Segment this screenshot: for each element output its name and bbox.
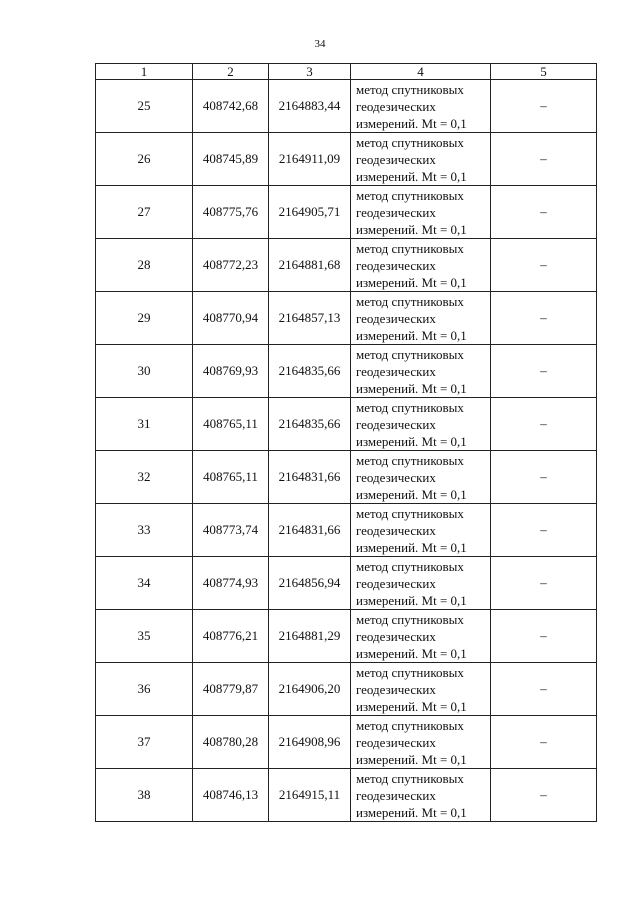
table-header bbox=[96, 64, 597, 80]
table-row bbox=[96, 663, 597, 716]
coordinate-x-cell: 408745,89 bbox=[193, 133, 269, 186]
coordinate-y-cell: 2164835,66 bbox=[269, 398, 351, 451]
coordinate-y-cell: 2164831,66 bbox=[269, 451, 351, 504]
method-text-line: геодезических bbox=[356, 734, 436, 750]
coordinate-x-cell: 408772,23 bbox=[193, 239, 269, 292]
point-number-cell: 30 bbox=[96, 345, 193, 398]
method-text-line: геодезических bbox=[356, 681, 436, 697]
column-header-4: 4 bbox=[351, 64, 491, 80]
table-row bbox=[96, 716, 597, 769]
column-5-cell: – bbox=[491, 345, 597, 398]
coordinate-x-cell: 408742,68 bbox=[193, 80, 269, 133]
coordinate-x-cell: 408765,11 bbox=[193, 398, 269, 451]
point-number-cell: 36 bbox=[96, 663, 193, 716]
method-cell bbox=[351, 292, 491, 345]
coordinate-x-cell: 408773,74 bbox=[193, 504, 269, 557]
method-text-line: метод спутниковых bbox=[356, 558, 464, 574]
table-row bbox=[96, 398, 597, 451]
method-text-line: геодезических bbox=[356, 522, 436, 538]
coordinate-y-cell: 2164831,66 bbox=[269, 504, 351, 557]
point-number-cell: 32 bbox=[96, 451, 193, 504]
method-text-line: измерений. Mt = 0,1 bbox=[356, 115, 467, 131]
coordinate-x-cell: 408765,11 bbox=[193, 451, 269, 504]
method-cell bbox=[351, 769, 491, 822]
coordinate-x-cell: 408774,93 bbox=[193, 557, 269, 610]
coordinate-x-cell: 408770,94 bbox=[193, 292, 269, 345]
point-number-cell: 28 bbox=[96, 239, 193, 292]
method-cell bbox=[351, 133, 491, 186]
method-cell bbox=[351, 610, 491, 663]
method-text-line: геодезических bbox=[356, 204, 436, 220]
method-text-line: метод спутниковых bbox=[356, 452, 464, 468]
method-text-line: измерений. Mt = 0,1 bbox=[356, 380, 467, 396]
method-text-line: геодезических bbox=[356, 151, 436, 167]
method-text-line: метод спутниковых bbox=[356, 505, 464, 521]
method-cell bbox=[351, 663, 491, 716]
column-5-cell: – bbox=[491, 292, 597, 345]
point-number-cell: 31 bbox=[96, 398, 193, 451]
point-number-cell: 33 bbox=[96, 504, 193, 557]
point-number-cell: 25 bbox=[96, 80, 193, 133]
method-cell bbox=[351, 504, 491, 557]
coordinates-table bbox=[95, 63, 597, 822]
method-text-line: измерений. Mt = 0,1 bbox=[356, 168, 467, 184]
method-text-line: геодезических bbox=[356, 363, 436, 379]
coordinate-y-cell: 2164881,68 bbox=[269, 239, 351, 292]
point-number-cell: 27 bbox=[96, 186, 193, 239]
method-text-line: метод спутниковых bbox=[356, 240, 464, 256]
coordinate-x-cell: 408776,21 bbox=[193, 610, 269, 663]
point-number-cell: 29 bbox=[96, 292, 193, 345]
method-cell bbox=[351, 345, 491, 398]
point-number-cell: 26 bbox=[96, 133, 193, 186]
method-text-line: измерений. Mt = 0,1 bbox=[356, 645, 467, 661]
method-text-line: измерений. Mt = 0,1 bbox=[356, 274, 467, 290]
table-row bbox=[96, 557, 597, 610]
header-row bbox=[96, 64, 597, 80]
method-text-line: геодезических bbox=[356, 469, 436, 485]
table-row bbox=[96, 80, 597, 133]
column-header-3: 3 bbox=[269, 64, 351, 80]
coordinate-y-cell: 2164835,66 bbox=[269, 345, 351, 398]
method-text-line: метод спутниковых bbox=[356, 187, 464, 203]
column-header-1: 1 bbox=[96, 64, 193, 80]
method-text-line: измерений. Mt = 0,1 bbox=[356, 592, 467, 608]
column-5-cell: – bbox=[491, 610, 597, 663]
method-text-line: метод спутниковых bbox=[356, 717, 464, 733]
table-row bbox=[96, 292, 597, 345]
column-5-cell: – bbox=[491, 186, 597, 239]
coordinate-x-cell: 408746,13 bbox=[193, 769, 269, 822]
method-cell bbox=[351, 557, 491, 610]
column-header-2: 2 bbox=[193, 64, 269, 80]
table-row bbox=[96, 133, 597, 186]
table-body bbox=[96, 80, 597, 822]
method-text-line: геодезических bbox=[356, 628, 436, 644]
column-5-cell: – bbox=[491, 504, 597, 557]
column-5-cell: – bbox=[491, 716, 597, 769]
method-text-line: измерений. Mt = 0,1 bbox=[356, 751, 467, 767]
method-text-line: измерений. Mt = 0,1 bbox=[356, 433, 467, 449]
coordinate-y-cell: 2164881,29 bbox=[269, 610, 351, 663]
table-row bbox=[96, 345, 597, 398]
method-text-line: метод спутниковых bbox=[356, 293, 464, 309]
method-text-line: геодезических bbox=[356, 575, 436, 591]
method-text-line: измерений. Mt = 0,1 bbox=[356, 221, 467, 237]
column-5-cell: – bbox=[491, 451, 597, 504]
method-text-line: геодезических bbox=[356, 257, 436, 273]
coordinate-x-cell: 408769,93 bbox=[193, 345, 269, 398]
table-row bbox=[96, 504, 597, 557]
coordinate-y-cell: 2164856,94 bbox=[269, 557, 351, 610]
method-cell bbox=[351, 398, 491, 451]
method-text-line: измерений. Mt = 0,1 bbox=[356, 804, 467, 820]
point-number-cell: 35 bbox=[96, 610, 193, 663]
table-row bbox=[96, 451, 597, 504]
method-text-line: измерений. Mt = 0,1 bbox=[356, 698, 467, 714]
method-text-line: метод спутниковых bbox=[356, 399, 464, 415]
column-5-cell: – bbox=[491, 239, 597, 292]
column-5-cell: – bbox=[491, 557, 597, 610]
method-text-line: метод спутниковых bbox=[356, 664, 464, 680]
column-5-cell: – bbox=[491, 398, 597, 451]
coordinate-y-cell: 2164911,09 bbox=[269, 133, 351, 186]
column-5-cell: – bbox=[491, 663, 597, 716]
method-text-line: измерений. Mt = 0,1 bbox=[356, 327, 467, 343]
method-cell bbox=[351, 239, 491, 292]
method-cell bbox=[351, 716, 491, 769]
page-number: 34 bbox=[314, 38, 326, 50]
method-text-line: измерений. Mt = 0,1 bbox=[356, 486, 467, 502]
table-row bbox=[96, 239, 597, 292]
method-text-line: геодезических bbox=[356, 416, 436, 432]
method-text-line: метод спутниковых bbox=[356, 134, 464, 150]
coordinate-y-cell: 2164915,11 bbox=[269, 769, 351, 822]
method-text-line: метод спутниковых bbox=[356, 81, 464, 97]
method-cell bbox=[351, 186, 491, 239]
point-number-cell: 38 bbox=[96, 769, 193, 822]
column-5-cell: – bbox=[491, 133, 597, 186]
coordinate-x-cell: 408779,87 bbox=[193, 663, 269, 716]
coordinate-x-cell: 408775,76 bbox=[193, 186, 269, 239]
method-text-line: метод спутниковых bbox=[356, 611, 464, 627]
method-text-line: геодезических bbox=[356, 98, 436, 114]
coordinate-y-cell: 2164905,71 bbox=[269, 186, 351, 239]
coordinate-x-cell: 408780,28 bbox=[193, 716, 269, 769]
coordinate-y-cell: 2164906,20 bbox=[269, 663, 351, 716]
method-cell bbox=[351, 80, 491, 133]
method-text-line: измерений. Mt = 0,1 bbox=[356, 539, 467, 555]
table-row bbox=[96, 610, 597, 663]
point-number-cell: 34 bbox=[96, 557, 193, 610]
coordinate-y-cell: 2164883,44 bbox=[269, 80, 351, 133]
method-text-line: геодезических bbox=[356, 310, 436, 326]
table-row bbox=[96, 769, 597, 822]
method-cell bbox=[351, 451, 491, 504]
point-number-cell: 37 bbox=[96, 716, 193, 769]
column-5-cell: – bbox=[491, 80, 597, 133]
table-row bbox=[96, 186, 597, 239]
coordinate-y-cell: 2164857,13 bbox=[269, 292, 351, 345]
column-5-cell: – bbox=[491, 769, 597, 822]
method-text-line: метод спутниковых bbox=[356, 346, 464, 362]
method-text-line: геодезических bbox=[356, 787, 436, 803]
column-header-5: 5 bbox=[491, 64, 597, 80]
coordinate-y-cell: 2164908,96 bbox=[269, 716, 351, 769]
method-text-line: метод спутниковых bbox=[356, 770, 464, 786]
